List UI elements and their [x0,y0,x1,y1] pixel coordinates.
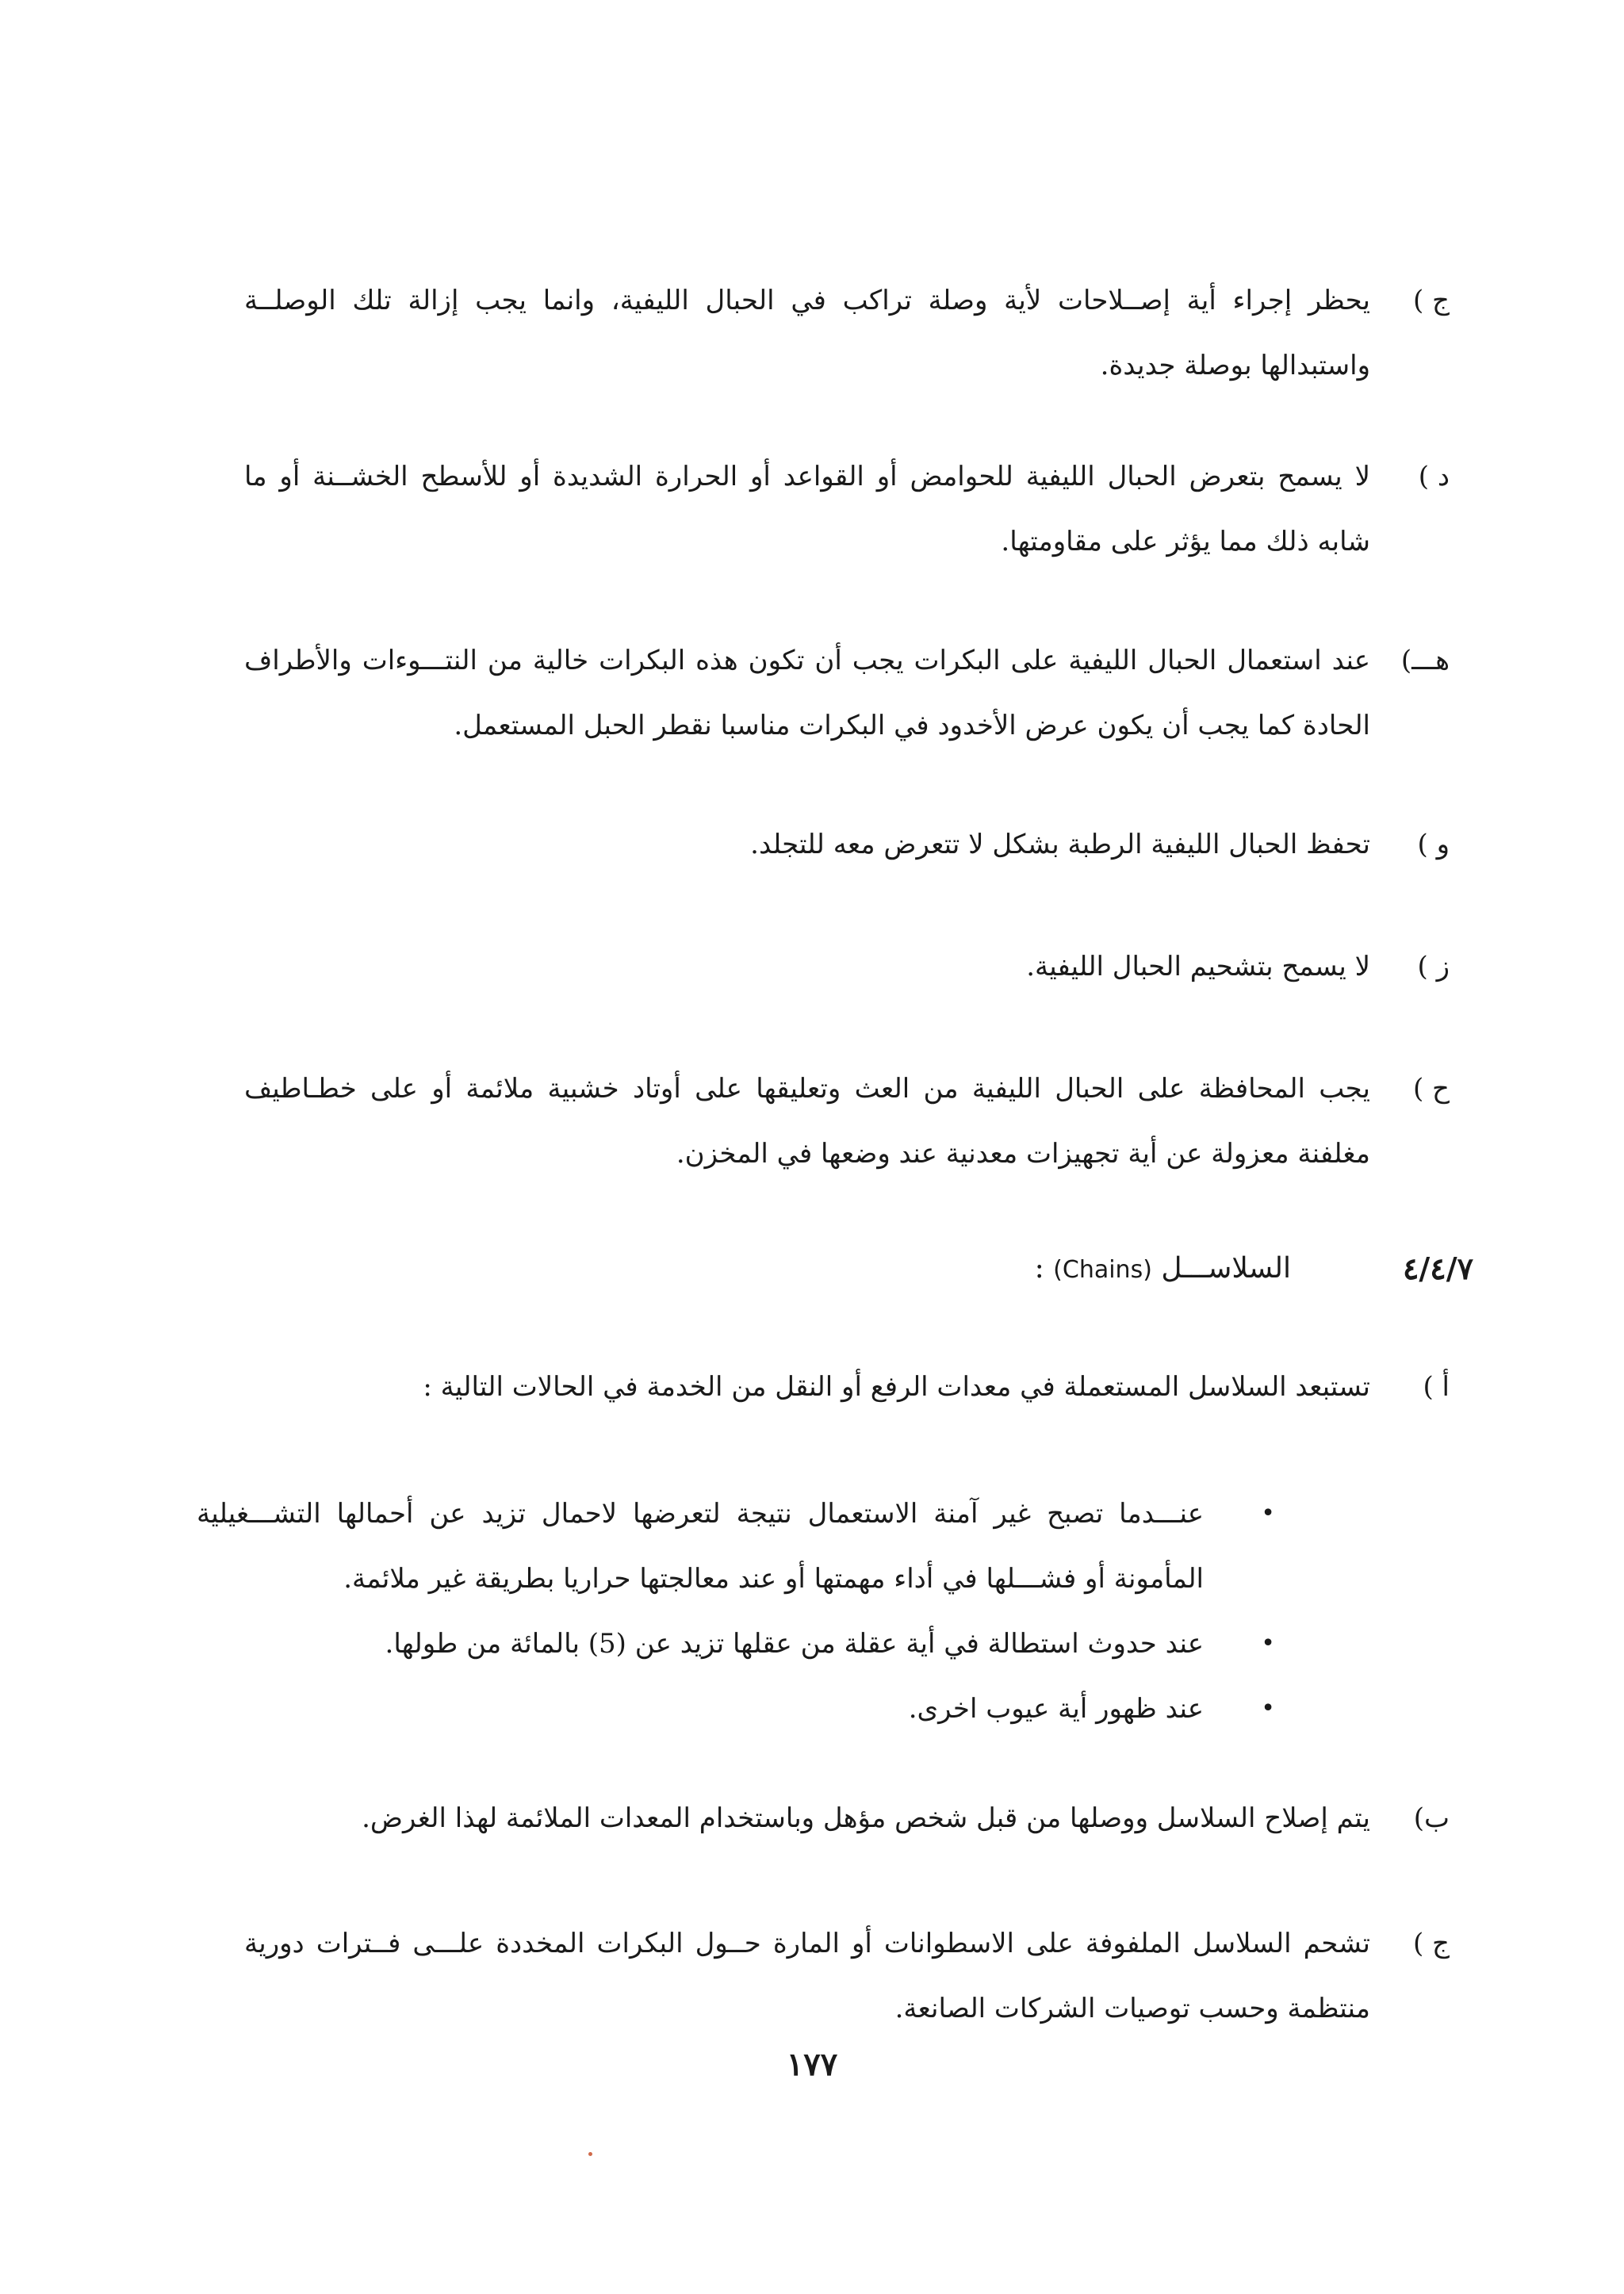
item-marker: ج ) [1412,285,1450,316]
list-item-zay [244,934,1450,999]
item-marker: ز ) [1417,951,1450,982]
page-number: ١٧٧ [786,2046,838,2083]
scan-speck [588,2152,592,2156]
bullet-icon: • [1261,1630,1275,1657]
item-text: تستبعد السلاسل المستعملة في معدات الرفع أو النقل من الخدمة في الحالات التالية : [423,1371,1370,1403]
list-item-waw [244,812,1450,877]
bullet-text: عند حدوث استطالة في أية عقلة من عقلها تزيد عن (5) بالمائة من طولها. [385,1628,1204,1660]
item-text: عند استعمال الحبال الليفية على البكرات يجب أن تكون هذه البكرات خالية من النتـــوءات والأطراف الحادة كما يجب أن يكون عرض الأخدود في البكرات مناسبا نقطر الحبل المستعمل. [244,645,1370,741]
list-item-dal [244,444,1450,574]
item-marker: أ ) [1423,1371,1450,1403]
item-marker: ح ) [1412,1073,1450,1105]
item-text: لا يسمح بتعرض الحبال الليفية للحوامض أو القواعد أو الحرارة الشديدة أو للأسطح الخشــنة أو ما شابه ذلك مما يؤثر على مقاومتها. [244,461,1370,557]
bullet-icon: • [1261,1695,1275,1722]
list-item-alif [244,1354,1450,1419]
item-marker: و ) [1417,829,1450,860]
bullet-icon: • [1261,1499,1275,1527]
bullet-item [197,1611,1291,1676]
bullet-text: عنـــدما تصبح غير آمنة الاستعمال نتيجة لتعرضها لاحمال تزيد عن أحمالها التشـــغيلية المأمونة أو فشـــلها في أداء مهمتها أو عند معالجتها حراريا بطريقة غير ملائمة. [197,1498,1204,1595]
item-text: يتم إصلاح السلاسل ووصلها من قبل شخص مؤهل وباستخدام المعدات الملائمة لهذا الغرض. [362,1802,1370,1834]
section-title [1035,1237,1291,1302]
item-text: تشحم السلاسل الملفوفة على الاسطوانات أو المارة حــول البكرات المخددة علـــى فــترات دورية منتظمة وحسب توصيات الشركات الصانعة. [244,1928,1370,2024]
list-item-hha [244,1056,1450,1186]
bullet-item [197,1676,1291,1741]
item-text: يحظر إجراء أية إصــلاحات لأية وصلة تراكب في الحبال الليفية، وانما يجب إزالة تلك الوصلــة واستبدالها بوصلة جديدة. [244,285,1370,381]
item-marker: ج ) [1412,1928,1450,1959]
item-text: يجب المحافظة على الحبال الليفية من العث وتعليقها على أوتاد خشبية ملائمة أو على خطـاطيف مغلفنة معزولة عن أية تجهيزات معدنية عند وضعها في المخزن. [244,1073,1370,1170]
section-title-arabic: السلاســـل [1161,1252,1291,1285]
item-marker: ب) [1413,1802,1450,1834]
item-marker: هـــ) [1400,645,1450,676]
bullet-text: عند ظهور أية عيوب اخرى. [908,1693,1204,1725]
item-text: لا يسمح بتشحيم الحبال الليفية. [1026,951,1370,982]
bullet-item [197,1481,1291,1611]
section-number: ٤/٤/٧ [1403,1250,1473,1286]
item-text: تحفظ الحبال الليفية الرطبة بشكل لا تتعرض معه للتجلد. [750,829,1370,860]
bullet-list [197,1481,1291,1741]
item-marker: د ) [1418,461,1450,492]
section-title-suffix: : [1034,1252,1044,1285]
list-item-jeem [244,268,1450,398]
list-item-ha [244,628,1450,758]
list-item-jeem-chains [244,1911,1450,2041]
list-item-ba [244,1786,1450,1851]
section-title-latin: (Chains) [1053,1256,1152,1284]
